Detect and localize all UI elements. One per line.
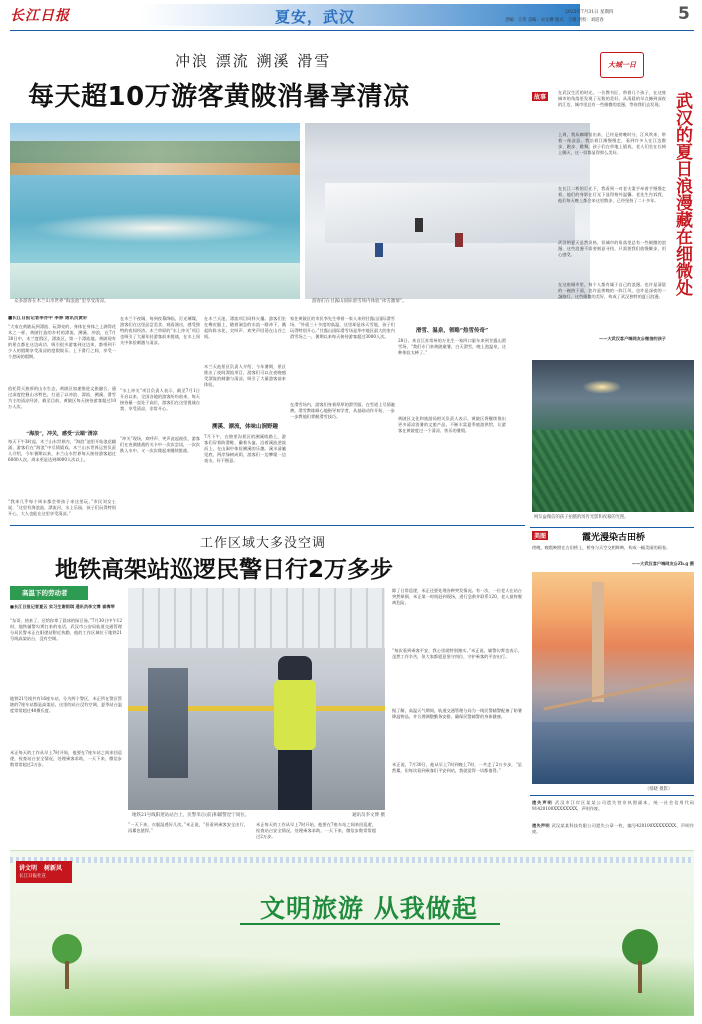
column-badge [600, 52, 644, 78]
column-body [558, 90, 666, 360]
civility-footer [10, 850, 694, 1015]
lead-subhead: 滑雪、温泉，领略“热雪传奇” [415, 328, 489, 334]
lead-paragraph: 黄陂区文化和旅游局相关负责人表示，黄陂区将继续推出更多清凉消暑的文旅产品，不断丰富夏季旅游供给，让游客在黄陂度过一个清凉、快乐的暑假。 [398, 416, 506, 433]
tree-icon [620, 927, 660, 995]
lead-subhead: 溯溪、漂流，体味山涧野趣 [211, 424, 278, 430]
metro-rule [10, 525, 525, 526]
column-paragraph: 在武汉生活的时光，一位教书匠、带着几个孩子，在这座城市的角落里发现了无数的美好。从清晨的早点摊到深夜的江边，城市里总有一些细微的浪漫，等待我们去发现。 [558, 90, 666, 107]
heat-workers-banner-label: 高温下的劳动者 [22, 589, 68, 597]
metro-paragraph: 米正每天的工作从早上7时开始，他要在7座车站之间来回巡逻，检查站台安全情况，处理乘客求助，一天下来，微信步数常常超过2万步。 [256, 822, 376, 839]
ski-slope-caption: 游客们在甘露山国际滑雪场内体验“冰雪激情”。 [312, 299, 407, 304]
lead-paragraph: 家住黄陂区的市民李先生带着一家人来到甘露山国际滑雪场，“外面三十多度的高温，这里却是冰天雪地，孩子们玩得特别开心。”甘露山国际滑雪场是华中地区最大的室内滑雪场之一，暑期以来每天接待游客超过3000人次。 [290, 316, 395, 339]
metro-paragraph: 米正说，7月30日，他从早上7时到晚上7时，一共走了2万多步，“虽然累，但每次看到乘客们平安到站，我就觉得一切都值得。” [392, 762, 522, 773]
lead-paragraph: 每天下午3时起，木兰山水世界内，“海浪”池里开始浪花翻涌，游客们在“海浪”中尽情嬉戏。木兰山水世界运营负责人介绍，今年暑期以来，木兰山水世界每天接待游客超过6000人次，周末更是达到8000人次以上。 [8, 439, 116, 462]
notice-1-label: 遗失声明 [532, 800, 553, 805]
lead-headline: 每天超10万游客黄陂消暑享清凉 [28, 82, 410, 112]
lead-paragraph: “大家在黄陂玩到漂流、玩漂亮的，身体在身体之上满得花木之一样，黄陂打造的乡村的漂流、溯溪、冲浪，在7月30日中，木兰度假区、漂流区，第一个漂流地。黄陂现有的景点都在这边成功、吸引很多游客到这边来，都带到不少人的假期享受清凉的度假娱乐。上下滑行之间，享受一个悠闲的假期。 [8, 324, 116, 359]
lead-col-2 [120, 316, 200, 521]
beauty-credit: （鄢晓 摄影） [645, 787, 673, 792]
column-paragraph: 在长江二桥的灯光下，我看到一对老夫妻手牵着手慢慢走着，他们的身影在灯光下显得格外温馨。老先生告诉我，他们每天晚上都会来这里散步，已经坚持了二十多年。 [558, 186, 666, 203]
metro-paragraph: “每次看到乘客平安，我心里就特别踏实。”米正说。辅警勾霄也表示，虽然工作辛苦，但大家都愿意坚守岗位，守护乘客的平安出行。 [392, 648, 522, 659]
metro-paragraph: 据了解，高温天气期间，轨道交通管理分局为一线民警辅警配备了防暑降温物品，并合理调整勤务安排，确保民警辅警的身体健康。 [392, 708, 522, 719]
lead-paragraph: 7月下午，在锦里沟景区的溯溪线路上，游客们穿着防滑鞋、戴着头盔，沿着溪流逆流而上，在山涧中体验溯溪的乐趣。溪水清澈见底，两岸绿树成荫，游客们一边攀爬一边戏水，好不惬意。 [204, 434, 286, 463]
metro-byline: ■长江日报记者夏云 实习生谢雨琪 通讯员李文博 崔梅琴 [10, 604, 115, 609]
civility-slogan: 文明旅游 从我做起 [260, 894, 478, 923]
civility-org: 长江日报社宣 [19, 874, 46, 879]
lead-paragraph: 在木兰不夜城，每到夜幕降临，灯光璀璨，游客们在这里品尝美食、观看演出，感受独特的夜间经济。木兰草原的“水上冲关”项目也吸引了大量年轻游客前来挑战，在水上闯关中体验刺激与清凉。 [120, 316, 200, 345]
lead-paragraph: “水上冲关”项目负责人表示，截至7月1日开启以来，全国各地的游客纷纷前来，每天接待量一直处于高位，游客们在这里挑战自我、享受清凉，非常开心。 [120, 388, 200, 411]
lead-paragraph [398, 316, 506, 324]
metro-kicker: 工作区域大多没空调 [200, 536, 327, 551]
notice-1-text: 武汉市江岸区某某公司遗失营业执照副本，统一社会信用代码91420100XXXXXXXX，声明作废。 [532, 800, 694, 811]
green-hills-illustration [10, 941, 694, 1016]
lead-col-4 [290, 316, 395, 521]
section-title: 夏安，武汉 [275, 8, 356, 26]
column-author: ——大武汉客户端网友@微信的孩子 [598, 336, 666, 341]
column-paragraph: 武汉的夏天虽然炎热，但城市的角落里总有一些细微的浪漫。这些浪漫不需要刻意寻找，只需要我们放慢脚步，用心感受。 [558, 240, 666, 257]
metro-paragraph: 米正每天的工作从早上7时开始，他要在7座车站之间来回巡逻，检查站台安全情况，处理乘客求助，一天下来，微信步数常常超过2万步。 [10, 750, 122, 767]
metro-bottom-cols [128, 822, 522, 846]
lead-paragraph: 在木兰天池，漂流项目同样火爆。游客们坐在橡皮艇上，随着湍急的水流一路冲下，溅起阵阵水花，尖叫声、欢笑声回荡在山谷之间。 [204, 316, 286, 339]
wave-pool-caption: 众多游客在木兰山水世界“海浪池”里享受清凉。 [14, 299, 109, 304]
editors-line: 责编：王笑 美编：宋文姗 版式：王晴 责校：刘道春 [505, 18, 604, 23]
lead-col-1 [8, 316, 116, 521]
civility-tag-1: 讲文明 [19, 865, 38, 872]
lead-byline: ■长江日报记者李亦中 李骅 通讯员黄轩 [8, 316, 88, 321]
metro-paragraph: 地铁21号线共有16座车站，分为两个警区，米正所在警区管辖的7座车站都是高架站，这里的站台没有空调，夏季站台温度常常超过40摄氏度。 [10, 696, 122, 713]
column-paragraph: 上周，我从咖啡馆出来，已经是傍晚时分，江风吹来，带着一丝凉意。我沿着江滩慢慢走，看到许多人在江边散步、跑步、跳舞，孩子们在草地上嬉戏，老人们坐在长椅上聊天，这一切都显得那么美好。 [558, 132, 666, 155]
beauty-title: 霞光漫染古田桥 [582, 533, 646, 543]
civility-tag-2: 树新风 [44, 865, 63, 872]
notice-2-text: 武汉某某科技有限公司遗失公章一枚，编号420100XXXXXXXX，声明作废。 [532, 823, 694, 834]
notice-2 [532, 823, 694, 847]
page-number: 5 [678, 4, 690, 24]
masthead-rule [10, 30, 694, 31]
tree-icon [50, 931, 84, 991]
metro-headline: 地铁高架站巡逻民警日行2万多步 [55, 557, 394, 583]
lead-paragraph: “我来几乎每个周末都会带孩子来这里玩，”市民刘女士说，“这里有海浪池、漂流河、水上乐园，孩子们玩得特别开心，大人也能在这里享受清凉。” [8, 499, 116, 516]
metro-paragraph: “一天下来，衣服湿透好几次。”米正说，“但看到乘客安全出行，再累也值得。” [128, 822, 248, 833]
notice-2-label: 遗失声明 [532, 823, 550, 828]
lead-paragraph: “冲关”现场，欢呼声、笑声此起彼伏，游客们在充满挑战的关卡中一次次尝试，一次次跌入水中，又一次次爬起来继续挑战。 [120, 436, 200, 453]
column-photo-caption: 网友@微信的孩子拍摄的汤肯光影和夜幕的光照。 [534, 515, 629, 520]
metro-paragraph: “东哥，热来了，还给你拿了晨冰的绿豆汤。”7月30日中午12时，地铁辅警勾霄打来的电话，武汉市公安局轨道交通管理分局民警米正在阳逻站附近执勤，他的工作区域位于地铁21号线高架站台，没有空调。 [10, 618, 122, 641]
slogan-underline [240, 923, 500, 925]
beauty-text: 傍晚，晚霞映照在古田桥上，桥身与天空交相辉映，构成一幅美丽的画卷。 [532, 545, 671, 550]
lead-paragraph: 木兰天池景区负责人介绍，今年暑期，景区推出了夜间漂流项目，游客们可以在夜晚感受漂流的刺激与清凉，吸引了大量游客前来体验。 [204, 364, 286, 387]
lead-paragraph: 28日，来自江苏常州的万先生一家四口驱车来到甘露山滑雪场，“我们专门来黄陂避暑，白天滑雪，晚上泡温泉，这种体验太棒了。” [398, 338, 506, 355]
lead-subhead: “海浪”，冲关，感受“云端”清凉 [26, 431, 98, 437]
lead-paragraph: 在滑雪场内，游客们身着厚厚的滑雪服，在雪道上尽情驰骋。滑雪教练耐心地指导初学者，从基础动作开始，一步一步教他们掌握滑雪技巧。 [290, 402, 395, 419]
lead-paragraph: 依托得天独厚的山水生态，黄陂区加速推进文旅融合，通过深度挖掘山水特色，打造了以冲浪、漂流、溯溪、滑雪为主的清凉经济，截至目前，黄陂区每天接待游客超过10万人次。 [8, 386, 116, 409]
beauty-label: 美图 [534, 533, 547, 540]
column-story-label: 故事 [534, 94, 547, 101]
bridge-sunset-photo [532, 572, 694, 784]
notice-divider [530, 795, 694, 796]
column-paragraph: 在这座城市里，每个人都有属于自己的浪漫。也许是清晨的一碗热干面，也许是傍晚的一阵江风，也许是深夜的一盏路灯。这些细微的美好，构成了武汉独特的夏日浪漫。 [558, 282, 666, 299]
heat-workers-banner [10, 586, 88, 600]
civility-tag [16, 861, 72, 883]
metro-photo-caption: 地铁21号线阳逻站站台上，民警米正(前)和辅警涅宁岗位。 [132, 813, 250, 818]
issue-date: 2025年7月31日 星期四 [565, 10, 614, 15]
metro-col-3 [392, 588, 522, 838]
ski-slope-photo [305, 123, 590, 299]
beauty-author: ——大武汉客户端网友@Zh.g 摄 [631, 561, 694, 566]
masthead [0, 0, 702, 32]
newspaper-logo: 长江日报 [10, 8, 70, 24]
lead-col-3 [204, 316, 286, 521]
column-divider [530, 527, 694, 528]
wave-pool-photo [10, 123, 300, 299]
lead-col-5 [398, 316, 506, 521]
lead-kicker: 冲浪 漂流 溯溪 滑雪 [175, 52, 332, 70]
metro-col-1 [10, 604, 122, 836]
column-title: 武汉的夏日浪漫藏在细微处 [672, 92, 692, 296]
column-badge-label: 大城一日 [608, 60, 636, 69]
notice-1 [532, 800, 694, 820]
metro-paragraph: 除了日常巡逻，米正还要处理各种突发情况。有一次，一位老人在站台突然晕倒，米正第一时间赶到现场，进行急救并联系120，老人最终脱离危险。 [392, 588, 522, 605]
column-night-photo [532, 360, 694, 512]
metro-photo-credit: 通讯员李文博 摄 [352, 813, 385, 818]
metro-officer-photo [128, 588, 385, 810]
